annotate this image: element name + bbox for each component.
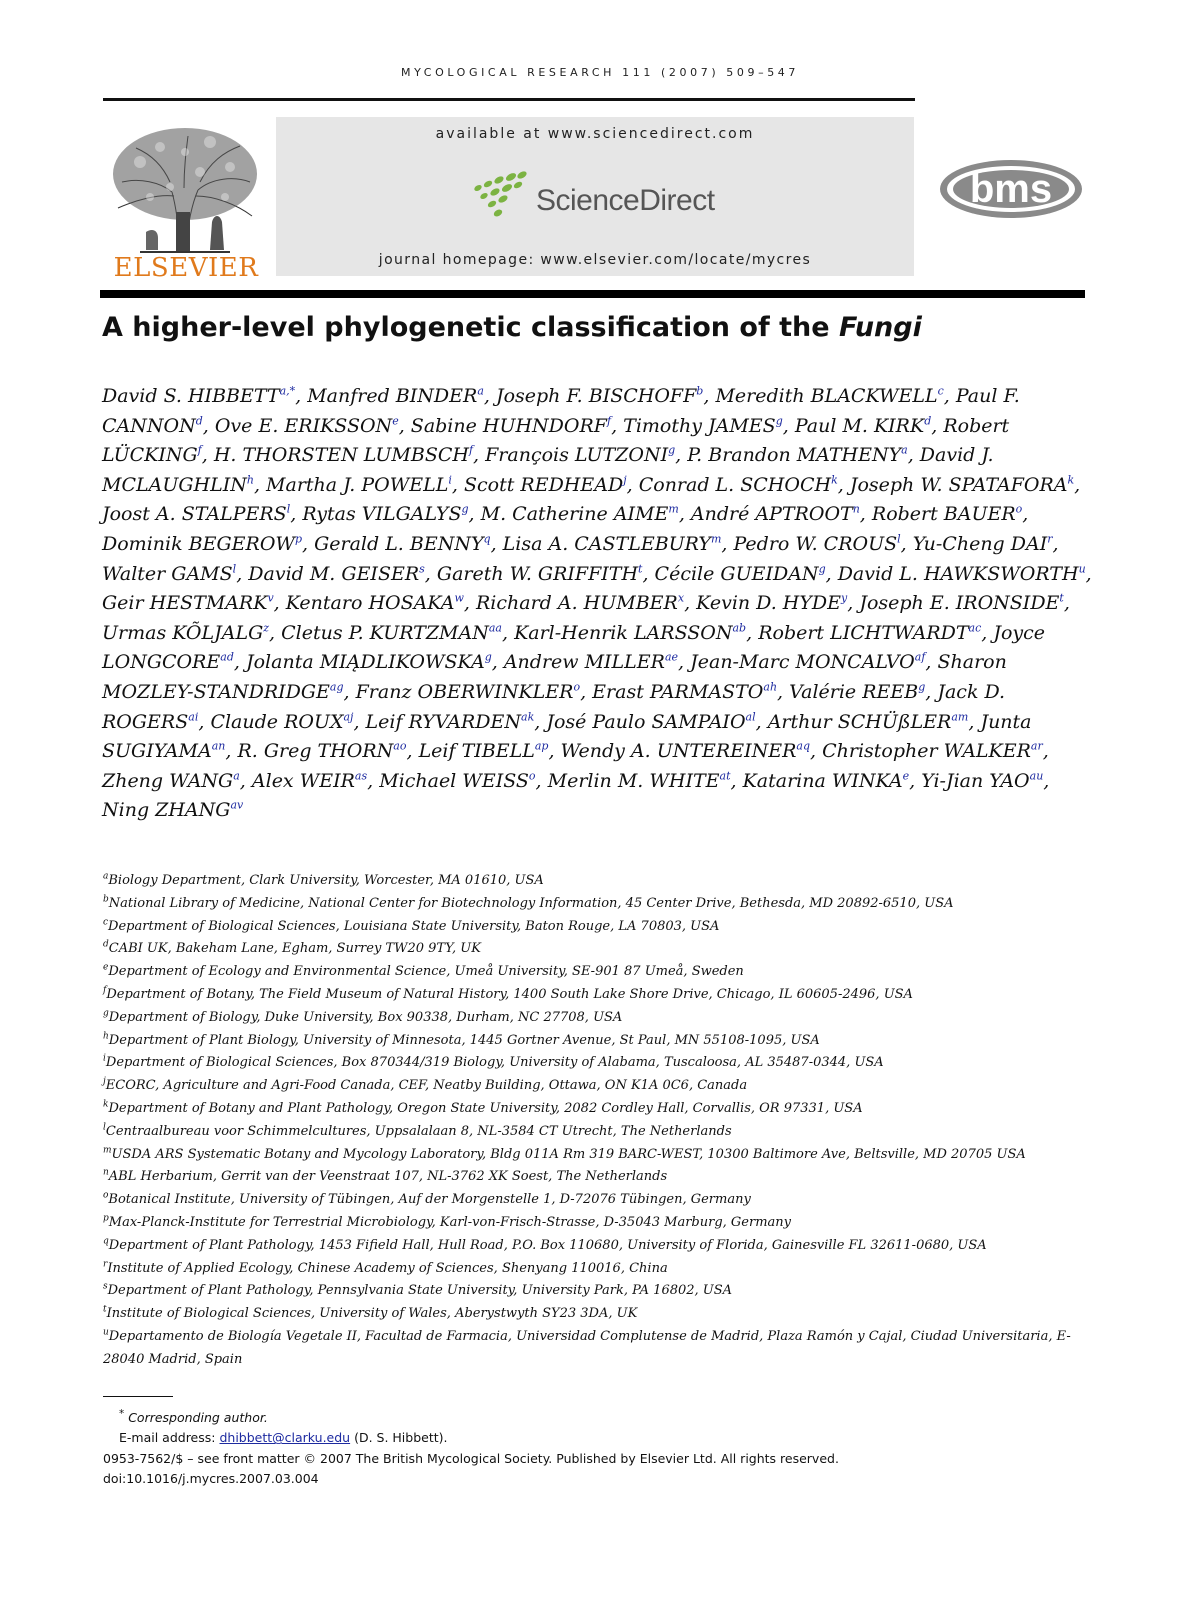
author-affiliation-mark[interactable]: k <box>831 473 838 487</box>
author-affiliation-mark[interactable]: ao <box>393 739 407 753</box>
author <box>485 444 675 466</box>
author-name: David M. GEISER <box>248 562 420 585</box>
author-list: David S. $HIBBETT^{a,*}$, Manfred BINDER$^a$, Joseph F. BISCHOFF$^b$, Meredith BLACKWELL$^c$, Paul F. CANNON$^d$, Ove E. ERIKSSON$^e$, Sabine HUHNDORF$^f$, Timothy JAMES$^g$, Paul M. KIRK$^d$, Robert LÜCKING$^f$, H. THORSTEN LUMBSCH$^f$, François LUTZONI$^g$, P. Brandon MATHENY$^a$, David J. MCLAUGHLIN$^h$, Martha J. POWELL$^i$, Scott REDHEAD$^j$, Conrad L. SCHOCH$^k$, Joseph W. SPATAFORA$^k$, Joost A. STALPERS$^l$, Rytas VILGALYS$^g$, M. Catherine AIME$^m$, André APTROOT$^n$, Robert BAUER$^o$, Dominik BEGEROW$^p$, Gerald L. BENNY$^q$, Lisa A. CASTLEBURY$^m$, Pedro W. CROUS$^l$, Yu-Cheng DAI$^r$, Walter GAMS$^l$, David M. GEISER$^s$, Gareth W. GRIFFITH$^t$, Cécile GUEIDAN$^g$, David L. HAWKSWORTH$^u$, Geir HESTMARK$^v$, Kentaro HOSAKA$^w$, Richard A. HUMBER$^x$, Kevin D. HYDE$^y$, Joseph E. IRONSIDE$^t$, Urmas KÕLJALG$^z$, Cletus P. $KURTZMAN^{aa}$, Karl-Henrik $LARSSON^{ab}$, Robert $LICHTWARDT^{ac}$, Joyce $LONGCORE^{ad}$, Jolanta MIĄDLIKOWSKA$^g$, Andrew $MILLER^{ae}$, Jean-Marc $MONCALVO^{af}$, Sharon MOZLEY-$STANDRIDGE^{ag}$, Franz OBERWINKLER$^o$, Erast $PARMASTO^{ah}$, Valérie REEB$^g$, Jack D. $ROGERS^{ai}$, Claude $ROUX^{aj}$, Leif $RYVARDEN^{ak}$, José Paulo $SAMPAIO^{al}$, Arthur SCHÜßLER$^{am}$, Junta $SUGIYAMA^{an}$, R. Greg $THORN^{ao}$, Leif $TIBELL^{ap}$, Wendy A. $UNTEREINER^{aq}$, Christopher $WALKER^{ar}$, Zheng WANG$^a$, Alex $WEIR^{as}$, Michael WEISS$^o$, Merlin M. $WHITE^{at}$, Katarina WINKA$^e$, Yi-Jian $YAO^{au}$, Ning $ZHANG^{av}$ <box>102 384 1092 822</box>
author-name: Wendy A. UNTEREINER <box>560 740 797 763</box>
author <box>822 740 1043 762</box>
author-name: Robert LÜCKING <box>102 414 1010 467</box>
affiliation-text: Max-Planck-Institute for Terrestrial Microbiology, Karl-von-Frisch-Strasse, D-35043 Marburg, Germany <box>108 1214 792 1230</box>
affiliation <box>103 1007 1103 1030</box>
author-affiliation-mark[interactable]: l <box>286 503 291 517</box>
affiliation <box>103 893 1103 916</box>
author <box>872 503 1022 525</box>
author <box>266 474 452 496</box>
author <box>246 651 492 673</box>
affiliation-text: Department of Biological Sciences, Box 870344/319 Biology, University of Alabama, Tuscaloosa, AL 35487-0344, USA <box>105 1055 884 1071</box>
author-name: Gerald L. BENNY <box>314 532 484 555</box>
author-affiliation-mark[interactable]: d <box>924 414 932 428</box>
author <box>838 563 1086 585</box>
author-name: Valérie REEB <box>789 680 919 703</box>
header-rule <box>103 98 915 101</box>
affiliation <box>103 1166 1103 1189</box>
affiliation <box>103 1326 1103 1372</box>
author <box>561 740 810 762</box>
author-affiliation-mark[interactable]: m <box>668 503 679 517</box>
affiliation <box>103 1030 1103 1053</box>
affiliation-key: f <box>103 985 107 996</box>
author <box>921 770 1043 792</box>
author-affiliation-mark[interactable]: ai <box>188 710 199 724</box>
affiliation <box>103 984 1103 1007</box>
author-name: Meredith BLACKWELL <box>715 385 938 407</box>
author <box>758 622 981 644</box>
author-affiliation-mark[interactable]: j <box>623 473 627 487</box>
author-name: Jack D. ROGERS <box>102 680 1006 733</box>
article-title <box>102 312 922 343</box>
affiliation-text: Departamento de Biología Vegetale II, Facultad de Farmacia, Universidad Complutense de Madrid, Plaza Ramón y Cajal, Ciudad Universitaria, E-28040 Madrid, Spain <box>103 1328 1071 1367</box>
author <box>655 563 826 585</box>
author <box>768 711 969 733</box>
email-suffix: (D. S. Hibbett). <box>350 1430 448 1446</box>
author <box>379 770 535 792</box>
journal-homepage-text: journal homepage: www.elsevier.com/locate/mycres <box>378 252 812 268</box>
affiliation <box>103 1212 1103 1235</box>
author-name: David J. MCLAUGHLIN <box>102 444 994 496</box>
author-affiliation-mark[interactable]: at <box>719 769 731 783</box>
affiliation-key: t <box>103 1304 107 1315</box>
author-affiliation-mark[interactable]: ah <box>763 680 778 694</box>
email-label: E-mail address: <box>119 1430 220 1446</box>
author-name: Cécile GUEIDAN <box>654 562 819 585</box>
author <box>102 799 243 821</box>
author-affiliation-mark[interactable]: g <box>461 503 469 517</box>
affiliation-text: Centraalbureau voor Schimmelcultures, Uppsalalaan 8, NL-3584 CT Utrecht, The Netherlands <box>105 1123 732 1139</box>
affiliation <box>103 961 1103 984</box>
affiliation-key: r <box>103 1259 108 1270</box>
affiliation-text: ECORC, Agriculture and Agri-Food Canada, CEF, Neatby Building, Ottawa, ON K1A 0C6, Canada <box>105 1078 748 1094</box>
author-affiliation-mark[interactable]: g <box>484 651 492 665</box>
affiliation-key: m <box>103 1145 112 1156</box>
author <box>252 770 367 792</box>
affiliation-key: e <box>103 962 109 973</box>
author-affiliation-mark[interactable]: a <box>477 384 484 398</box>
author <box>850 474 1074 496</box>
author-name: Michael WEISS <box>379 769 529 792</box>
author-name: Yi-Jian YAO <box>921 769 1030 792</box>
author-name: Leif RYVARDEN <box>365 710 522 733</box>
affiliation <box>103 1121 1103 1144</box>
author-affiliation-mark[interactable]: r <box>1047 532 1053 546</box>
affiliation-key: n <box>103 1168 109 1179</box>
author-name: Katarina WINKA <box>742 769 903 792</box>
footnote-rule <box>103 1396 173 1397</box>
author-affiliation-mark[interactable]: g <box>775 414 783 428</box>
author-name: Yu-Cheng DAI <box>912 532 1048 555</box>
bms-logo <box>938 158 1084 220</box>
author <box>503 533 722 555</box>
author-affiliation-mark[interactable]: c <box>937 384 944 398</box>
author-affiliation-mark[interactable]: ab <box>732 621 747 635</box>
running-head: MYCOLOGICAL RESEARCH 111 (2007) 509–547 <box>401 66 799 79</box>
author-affiliation-mark[interactable]: l <box>897 532 901 546</box>
author <box>476 592 684 614</box>
author <box>281 622 502 644</box>
author-affiliation-mark[interactable]: z <box>263 621 270 635</box>
author <box>913 533 1053 555</box>
author-name: Arthur SCHÜßLER <box>767 710 952 733</box>
author-affiliation-mark[interactable]: v <box>267 591 274 605</box>
author-name: Robert BAUER <box>871 503 1016 526</box>
affiliation-text: Department of Biology, Duke University, Box 90338, Durham, NC 27708, USA <box>108 1009 623 1025</box>
author-affiliation-mark[interactable]: a <box>233 769 240 783</box>
affiliation-text: Institute of Applied Ecology, Chinese Academy of Sciences, Shenyang 110016, China <box>107 1260 668 1276</box>
author-affiliation-mark[interactable]: t <box>638 562 643 576</box>
author-affiliation-mark[interactable]: ac <box>968 621 982 635</box>
author <box>496 385 703 407</box>
author <box>481 503 679 525</box>
affiliation-text: Biology Department, Clark University, Worcester, MA 01610, USA <box>108 873 544 888</box>
author-name: Paul F. CANNON <box>102 385 1020 437</box>
affiliation-key: j <box>103 1076 106 1087</box>
affiliation-text: Botanical Institute, University of Tübingen, Auf der Morgenstelle 1, D-72076 Tübingen, Germany <box>108 1192 751 1208</box>
author-affiliation-mark[interactable]: p <box>294 532 302 546</box>
affiliation-key: d <box>103 940 109 951</box>
author <box>504 651 678 673</box>
author-name: David S. HIBBETT <box>102 385 280 407</box>
author-name: Robert LICHTWARDT <box>758 621 969 644</box>
affiliation-text: Department of Plant Biology, University of Minnesota, 1445 Gortner Avenue, St Paul, MN 55108-1095, USA <box>108 1032 820 1048</box>
author-name: Timothy JAMES <box>623 414 776 437</box>
affiliation-key: g <box>103 1008 109 1019</box>
author-name: Leif TIBELL <box>418 740 535 763</box>
author-name: Martha J. POWELL <box>266 473 449 496</box>
author-affiliation-mark[interactable]: b <box>696 384 704 398</box>
author-name: Kevin D. HYDE <box>696 592 842 615</box>
author-affiliation-mark[interactable]: o <box>573 680 581 694</box>
author-affiliation-mark[interactable]: e <box>392 414 399 428</box>
author-affiliation-mark[interactable]: au <box>1029 769 1044 783</box>
author <box>307 385 484 407</box>
author <box>464 474 627 496</box>
author-name: Paul M. KIRK <box>794 414 925 437</box>
author-name: Gareth W. GRIFFITH <box>436 562 639 585</box>
author-name: Pedro W. CROUS <box>733 532 898 555</box>
author <box>314 533 490 555</box>
affiliation-key: b <box>103 894 109 905</box>
author <box>419 740 549 762</box>
author <box>687 444 907 466</box>
author-name: Joseph F. BISCHOFF <box>495 385 697 407</box>
author-affiliation-mark[interactable]: o <box>1015 503 1023 517</box>
author-name: Ning ZHANG <box>102 799 231 822</box>
author-affiliation-mark[interactable]: q <box>483 532 491 546</box>
author-affiliation-mark[interactable]: ar <box>1030 739 1043 753</box>
author-name: Lisa A. CASTLEBURY <box>502 532 711 555</box>
article-title-main: A higher-level phylogenetic classification of the <box>102 312 839 343</box>
author <box>411 415 611 437</box>
corresponding-author-text: Corresponding author. <box>128 1410 268 1426</box>
author-name: Joost A. STALPERS <box>102 503 287 526</box>
author-affiliation-mark[interactable]: al <box>745 710 756 724</box>
affiliation <box>103 870 1103 893</box>
affiliation-key: s <box>103 1282 108 1293</box>
affiliation <box>103 1235 1103 1258</box>
author <box>592 681 777 703</box>
author-affiliation-mark[interactable]: a,* <box>279 384 296 398</box>
author-name: Merlin M. WHITE <box>547 769 720 792</box>
affiliation-text: National Library of Medicine, National Center for Biotechnology Information, 45 Center Drive, Bethesda, MD 20892-6510, USA <box>108 895 954 911</box>
author <box>286 592 464 614</box>
author-name: Jolanta MIĄDLIKOWSKA <box>246 651 485 674</box>
author-affiliation-mark[interactable]: as <box>354 769 368 783</box>
author <box>743 770 910 792</box>
author-affiliation-mark[interactable]: ae <box>664 651 679 665</box>
author-affiliation-mark[interactable]: k <box>1067 473 1075 487</box>
author <box>102 592 274 614</box>
affiliation-key: q <box>103 1236 109 1247</box>
corresponding-mark: * <box>119 1408 125 1420</box>
author-name: Ove E. ERIKSSON <box>214 414 393 437</box>
author-name: Zheng WANG <box>102 769 234 792</box>
author-name: Geir HESTMARK <box>102 592 268 615</box>
author-affiliation-mark[interactable]: ag <box>329 680 344 694</box>
author-affiliation-mark[interactable]: f <box>197 443 202 457</box>
author <box>366 711 535 733</box>
author-name: Joseph W. SPATAFORA <box>849 473 1068 496</box>
author-name: Claude ROUX <box>210 710 344 733</box>
article-title-italic: Fungi <box>838 312 922 343</box>
author-affiliation-mark[interactable]: u <box>1078 562 1086 576</box>
sciencedirect-leaf-icon <box>470 170 532 220</box>
author-affiliation-mark[interactable]: g <box>668 443 676 457</box>
available-at-text: available at www.sciencedirect.com <box>435 126 755 142</box>
affiliation-text: Department of Plant Pathology, Pennsylvania State University, University Park, PA 16802, USA <box>107 1283 733 1299</box>
bms-logo-text: bms <box>969 167 1053 211</box>
author-name: H. THORSTEN LUMBSCH <box>213 444 469 467</box>
affiliation <box>103 1189 1103 1212</box>
author <box>696 592 847 614</box>
affiliation-text: Department of Botany, The Field Museum of Natural History, 1400 South Lake Shore Drive, Chicago, IL 60605-2496, USA <box>106 986 913 1002</box>
author-name: David L. HAWKSWORTH <box>837 562 1079 585</box>
author-name: R. Greg THORN <box>237 740 394 763</box>
author-name: M. Catherine AIME <box>480 503 669 526</box>
author-affiliation-mark[interactable]: h <box>246 473 254 487</box>
affiliation <box>103 1052 1103 1075</box>
author <box>237 740 406 762</box>
author-affiliation-mark[interactable]: an <box>211 739 226 753</box>
author <box>546 711 755 733</box>
affiliation-text: Department of Ecology and Environmental Science, Umeå University, SE-901 87 Umeå, Sweden <box>108 964 744 980</box>
author-affiliation-mark[interactable]: af <box>914 651 926 665</box>
author-name: P. Brandon MATHENY <box>687 444 902 467</box>
author-affiliation-mark[interactable]: w <box>454 591 464 605</box>
author-name: Scott REDHEAD <box>463 473 624 496</box>
affiliation-key: p <box>103 1213 109 1224</box>
author-name: Rytas VILGALYS <box>302 503 462 526</box>
author-name: Karl-Henrik LARSSON <box>514 621 733 644</box>
author <box>102 503 290 525</box>
author-affiliation-mark[interactable]: g <box>918 680 926 694</box>
copyright-line: 0953-7562/$ – see front matter © 2007 The British Mycological Society. Published by Elsevier Ltd. All rights reserved. <box>103 1450 839 1466</box>
author <box>302 503 468 525</box>
affiliation-text: Department of Botany and Plant Pathology, Oregon State University, 2082 Cordley Hall, Corvallis, OR 97331, USA <box>108 1100 863 1116</box>
affiliation-list <box>103 870 1103 1372</box>
author-affiliation-mark[interactable]: f <box>468 443 474 457</box>
author <box>356 681 580 703</box>
author-affiliation-mark[interactable]: am <box>951 710 969 724</box>
author-name: Erast PARMASTO <box>592 680 764 703</box>
affiliation-text: Institute of Biological Sciences, University of Wales, Aberystwyth SY23 3DA, UK <box>106 1306 638 1322</box>
author-name: Kentaro HOSAKA <box>285 592 455 615</box>
affiliation-key: k <box>103 1099 109 1110</box>
author <box>691 503 860 525</box>
author-name: Jean-Marc MONCALVO <box>690 651 915 674</box>
author <box>789 681 925 703</box>
affiliation <box>103 1144 1103 1167</box>
author-name: Dominik BEGEROW <box>102 532 295 555</box>
author <box>514 622 746 644</box>
author <box>795 415 931 437</box>
affiliation <box>103 1098 1103 1121</box>
affiliation-key: c <box>103 917 109 928</box>
author-affiliation-mark[interactable]: n <box>852 503 860 517</box>
author-affiliation-mark[interactable]: s <box>419 562 425 576</box>
author-affiliation-mark[interactable]: o <box>528 769 536 783</box>
affiliation-key: l <box>103 1122 106 1133</box>
author <box>102 622 269 644</box>
author <box>437 563 643 585</box>
author <box>210 711 353 733</box>
affiliation <box>103 938 1103 961</box>
affiliation-text: Department of Biological Sciences, Louisiana State University, Baton Rouge, LA 70803, USA <box>108 918 720 934</box>
author-affiliation-mark[interactable]: a <box>901 443 908 457</box>
author-affiliation-mark[interactable]: x <box>677 591 685 605</box>
author-affiliation-mark[interactable]: t <box>1059 591 1064 605</box>
author-affiliation-mark[interactable]: aa <box>488 621 502 635</box>
affiliation-key: o <box>103 1190 109 1201</box>
author-name: Walter GAMS <box>102 562 233 585</box>
author-name: Joseph E. IRONSIDE <box>859 592 1060 615</box>
author-name: Richard A. HUMBER <box>475 592 678 615</box>
affiliation <box>103 916 1103 939</box>
author-name: Cletus P. KURTZMAN <box>281 621 489 644</box>
author <box>715 385 943 407</box>
author-name: Urmas KÕLJALG <box>102 621 264 644</box>
doi-line: doi:10.1016/j.mycres.2007.03.004 <box>103 1471 319 1487</box>
author <box>548 770 731 792</box>
author <box>102 533 302 555</box>
author <box>102 770 240 792</box>
author-affiliation-mark[interactable]: d <box>195 414 203 428</box>
corresponding-author-note <box>103 1404 1103 1428</box>
author <box>102 385 295 407</box>
author <box>690 651 925 673</box>
author-name: Junta SUGIYAMA <box>102 710 1032 763</box>
author-name: Sabine HUHNDORF <box>410 414 607 437</box>
author <box>248 563 425 585</box>
author-affiliation-mark[interactable]: f <box>606 414 612 428</box>
affiliation-text: Department of Plant Pathology, 1453 Fifield Hall, Hull Road, P.O. Box 110680, University of Florida, Gainesville FL 32611-0680, USA <box>108 1237 987 1253</box>
author-affiliation-mark[interactable]: y <box>841 591 848 605</box>
affiliation <box>103 1258 1103 1281</box>
author-name: Joyce LONGCORE <box>102 621 1046 674</box>
affiliation <box>103 1075 1103 1098</box>
author-affiliation-mark[interactable]: av <box>230 798 244 812</box>
affiliation-text: ABL Herbarium, Gerrit van der Veenstraat 107, NL-3762 XK Soest, The Netherlands <box>108 1169 668 1185</box>
author <box>639 474 838 496</box>
author-affiliation-mark[interactable]: g <box>818 562 826 576</box>
elsevier-wordmark: ELSEVIER <box>113 253 259 283</box>
author <box>859 592 1064 614</box>
author-name: Manfred BINDER <box>307 385 478 407</box>
affiliation <box>103 1303 1103 1326</box>
email-note <box>103 1428 1103 1448</box>
author-affiliation-mark[interactable]: aj <box>343 710 354 724</box>
author-name: Andrew MILLER <box>503 651 665 674</box>
author-affiliation-mark[interactable]: i <box>448 473 452 487</box>
affiliation-text: CABI UK, Bakeham Lane, Egham, Surrey TW20 9TY, UK <box>108 941 481 957</box>
affiliation <box>103 1280 1103 1303</box>
author-affiliation-mark[interactable]: ad <box>220 651 234 665</box>
author-affiliation-mark[interactable]: m <box>710 532 722 546</box>
author <box>102 563 236 585</box>
author-name: Alex WEIR <box>251 769 355 792</box>
author <box>733 533 900 555</box>
affiliation-key: i <box>103 1054 106 1065</box>
author-name: André APTROOT <box>690 503 853 526</box>
author-name: Christopher WALKER <box>822 740 1031 763</box>
affiliation-text: USDA ARS Systematic Botany and Mycology Laboratory, Bldg 011A Rm 319 BARC-WEST, 10300 Baltimore Ave, Beltsville, MD 20705 USA <box>111 1146 1026 1162</box>
author-name: Franz OBERWINKLER <box>355 680 574 703</box>
author <box>215 415 399 437</box>
author-name: François LUTZONI <box>485 444 669 467</box>
author-name: José Paulo SAMPAIO <box>546 710 746 733</box>
affiliation-key: h <box>103 1031 109 1042</box>
footnotes <box>103 1404 1103 1489</box>
author-affiliation-mark[interactable]: l <box>232 562 237 576</box>
author-name: Conrad L. SCHOCH <box>638 473 832 496</box>
affiliation-key: u <box>103 1327 109 1338</box>
sciencedirect-wordmark: ScienceDirect <box>536 184 715 217</box>
affiliation-key: a <box>103 871 109 882</box>
email-link[interactable]: dhibbett@clarku.edu <box>219 1430 351 1446</box>
author <box>623 415 783 437</box>
title-rule <box>100 290 1085 298</box>
author-affiliation-mark[interactable]: ak <box>521 710 535 724</box>
author <box>214 444 473 466</box>
author-affiliation-mark[interactable]: ap <box>534 739 549 753</box>
author-affiliation-mark[interactable]: e <box>902 769 910 783</box>
author-name: Sharon MOZLEY-STANDRIDGE <box>102 651 1007 703</box>
author-affiliation-mark[interactable]: aq <box>796 739 810 753</box>
